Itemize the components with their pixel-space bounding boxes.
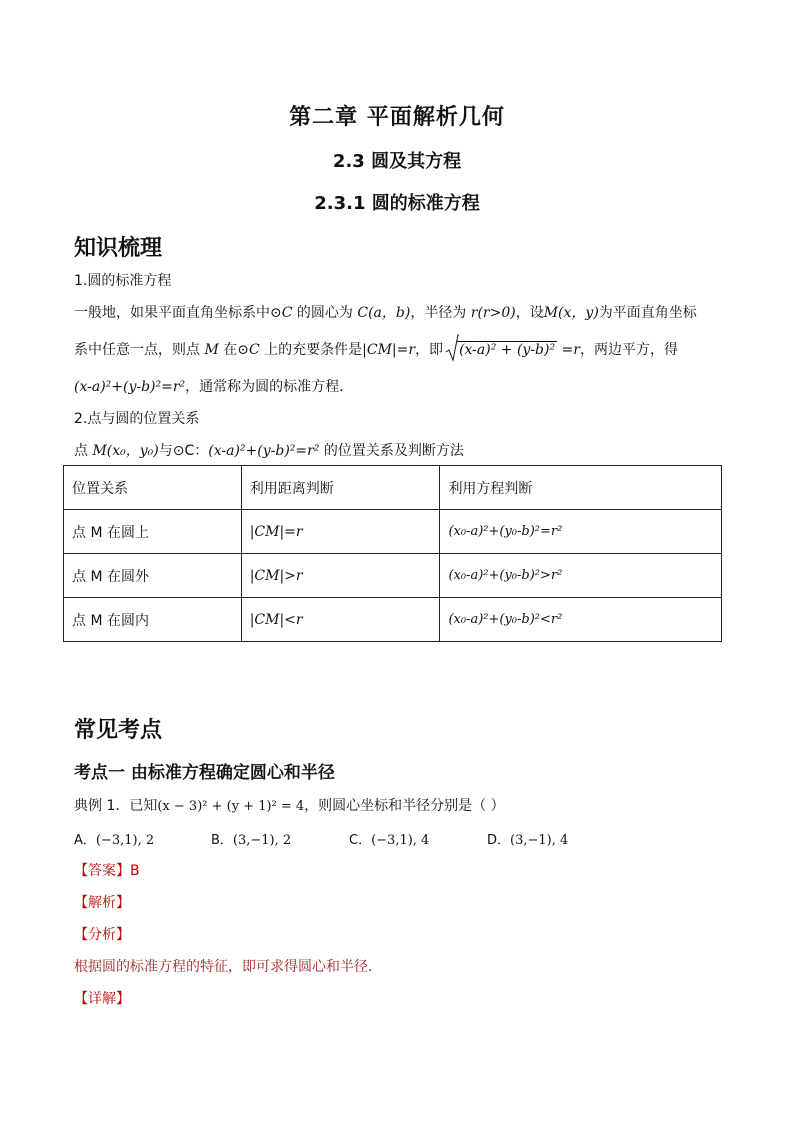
example-equation: (x − 3)² + (y + 1)² = 4 [157, 799, 305, 814]
table-header-row [64, 466, 722, 510]
section-title: 2.3 圆及其方程 [332, 151, 462, 172]
paragraph-line-4 [74, 441, 464, 461]
option-letter: C． [349, 833, 372, 848]
paragraph-line-3 [74, 377, 353, 397]
table-cell: |CM|=r [241, 510, 440, 554]
condition-expr: |CM|=r [362, 342, 416, 358]
text: ，半径为 [410, 305, 471, 321]
option-value: (3,−1), 4 [510, 833, 569, 848]
text: ，通常称为圆的标准方程． [185, 379, 354, 395]
text: 的位置关系及判断方法 [319, 443, 464, 459]
table-cell: (x₀-a)²+(y₀-b)²=r² [440, 510, 722, 554]
text: 的圆心为 [292, 305, 358, 321]
text: ，即 [415, 342, 444, 358]
fenxi-label: 【分析】 [74, 927, 130, 943]
text: 点 [74, 443, 93, 459]
subsection-title: 2.3.1 圆的标准方程 [314, 193, 480, 214]
chapter-title: 第二章 平面解析几何 [289, 105, 505, 130]
option-value: (−3,1), 4 [371, 833, 430, 848]
item2-title: 2.点与圆的位置关系 [74, 411, 200, 427]
option-letter: A． [74, 833, 96, 848]
sqrt-expression [445, 340, 557, 360]
radius-expr: r(r>0) [470, 305, 516, 321]
table-cell: 点 M 在圆外 [64, 554, 242, 598]
text: ，则圆心坐标和半径分别是（ ） [304, 798, 505, 814]
table-cell: (x₀-a)²+(y₀-b)²>r² [440, 554, 722, 598]
radicand: (x-a)² + (y-b)² [459, 342, 556, 358]
table-cell: 点 M 在圆内 [64, 598, 242, 642]
practice-heading: 常见考点 [74, 718, 163, 743]
answer-label: 【答案】 [74, 863, 130, 879]
text: 典例 1．已知 [74, 798, 158, 814]
text: ，两边平方，得 [579, 342, 678, 358]
text: 与⊙C： [158, 443, 209, 459]
table-cell: |CM|<r [241, 598, 440, 642]
table-row [64, 598, 722, 642]
option-c [349, 829, 429, 848]
option-a [74, 829, 154, 848]
answer-line [74, 861, 140, 881]
table-row [64, 554, 722, 598]
point-expr: M(x₀，y₀) [92, 443, 159, 459]
center-expr: C(a，b) [357, 305, 411, 321]
standard-equation: (x-a)²+(y-b)²=r² [74, 379, 186, 395]
text: 上的充要条件是 [259, 342, 363, 358]
text: 一般地，如果平面直角坐标系中 [74, 305, 270, 321]
radical-sign-icon [445, 334, 459, 362]
option-letter: B． [211, 833, 233, 848]
circle-symbol: ⊙C [237, 342, 260, 358]
circle-symbol: ⊙C [270, 305, 293, 321]
option-letter: D． [487, 833, 511, 848]
option-b [211, 829, 291, 848]
text: 为平面直角坐标 [598, 305, 697, 321]
option-value: (3,−1), 2 [232, 833, 292, 848]
text: 系中任意一点，则点 [74, 342, 205, 358]
equals-r: =r [557, 342, 580, 358]
fenxi-text: 根据圆的标准方程的特征，即可求得圆心和半径． [74, 959, 382, 975]
paragraph-line-2 [74, 340, 678, 360]
analysis-label: 【解析】 [74, 895, 130, 911]
exam-point-title: 考点一 由标准方程确定圆心和半径 [74, 763, 335, 783]
table-cell: 点 M 在圆上 [64, 510, 242, 554]
table-row [64, 510, 722, 554]
detail-label: 【详解】 [74, 991, 130, 1007]
text: ，设 [515, 305, 544, 321]
table-cell: |CM|>r [241, 554, 440, 598]
item1-title: 1.圆的标准方程 [74, 273, 172, 289]
table-header-cell: 位置关系 [64, 466, 242, 510]
text: 在 [218, 342, 238, 358]
option-value: (−3,1), 2 [95, 833, 155, 848]
point-expr: M(x，y) [543, 305, 599, 321]
knowledge-heading: 知识梳理 [74, 236, 163, 261]
table-header-cell: 利用距离判断 [241, 466, 440, 510]
table-cell: (x₀-a)²+(y₀-b)²<r² [440, 598, 722, 642]
position-relation-table [63, 465, 722, 642]
point-m: M [204, 342, 219, 358]
option-d [487, 829, 568, 848]
answer-value: B [130, 863, 140, 879]
example-question [74, 796, 505, 817]
table-header-cell: 利用方程判断 [440, 466, 722, 510]
paragraph-line-1 [74, 303, 697, 323]
circle-equation: (x-a)²+(y-b)²=r² [208, 443, 320, 459]
